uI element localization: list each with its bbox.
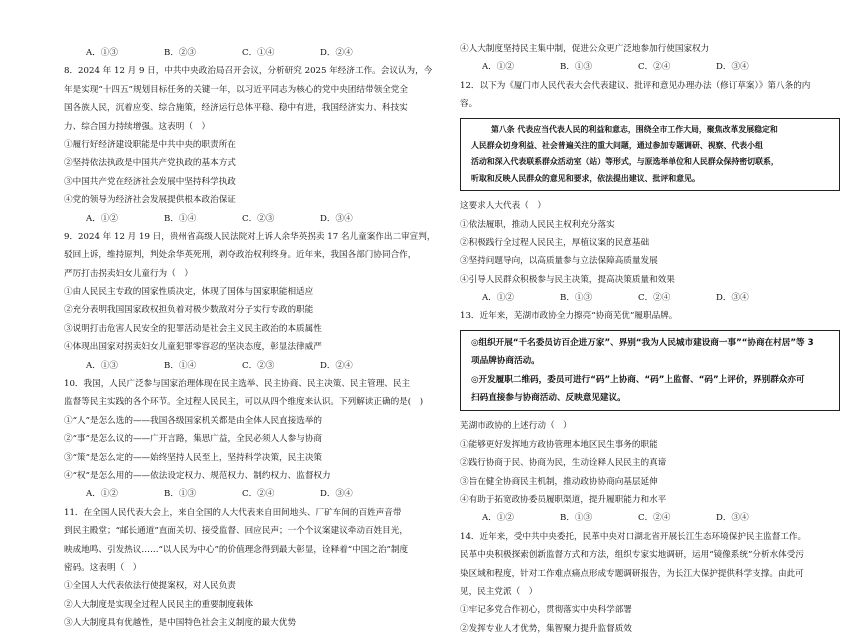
- question-text: 14．近年来，受中共中央委托，民革中央对口湖北省开展长江生态环境保护民主监督工作。: [460, 531, 807, 542]
- choice-item: ②践行协商于民、协商为民，生动诠释人民民主的真谛: [460, 458, 667, 469]
- answer-options: [460, 289, 840, 307]
- left-column: [64, 44, 444, 633]
- question-text: 容。: [460, 99, 478, 110]
- option-a: A．①②: [482, 513, 514, 524]
- choice-item: ③中国共产党在经济社会发展中坚持科学执政: [64, 176, 236, 187]
- option-d: D．②④: [320, 360, 353, 371]
- q7-options: [64, 44, 444, 62]
- material-box: [460, 330, 840, 412]
- question-text: 12．以下为《厦门市人民代表大会代表建议、批评和意见办理办法（修订草案）》第八条的内: [460, 80, 811, 91]
- choice-item: ②“事”是怎么议的——广开言路，集思广益，全民必须人人参与协商: [64, 434, 323, 445]
- option-c: C．②③: [242, 213, 275, 224]
- answer-options: [64, 210, 444, 228]
- material-text: 第八条 代表应当代表人民的利益和意志，围绕全市工作大局，聚焦改革发展稳定和: [491, 124, 778, 134]
- choice-item: ②积极践行全过程人民民主，厚植议案的民意基础: [460, 237, 650, 248]
- option-d: D．②④: [320, 48, 353, 58]
- choice-item: ④人大制度坚持民主集中制，促进公众更广泛地参加行使国家权力: [460, 44, 710, 54]
- option-d: D．③④: [716, 293, 749, 304]
- choice-item: ①牢记多党合作初心，贯彻落实中央科学部署: [460, 605, 632, 616]
- option-b: B．①④: [164, 360, 197, 371]
- option-a: A．①②: [482, 293, 514, 304]
- choice-item: ①履行好经济建设职能是中共中央的职责所在: [64, 139, 236, 150]
- question-12: [460, 77, 840, 308]
- choice-item: ②充分表明我国国家政权担负着对极少数敌对分子实行专政的职能: [64, 305, 314, 316]
- choice-item: ①能够更好发挥地方政协管理本地区民生事务的职能: [460, 439, 658, 450]
- question-text: 10．我国，人民广泛参与国家治理体现在民主选举、民主协商、民主决策、民主管理、民主: [64, 379, 411, 390]
- option-c: C．②④: [638, 513, 671, 524]
- material-text: 活动和深入代表联系群众活动室（站）等形式，与原选举单位和人民群众保持密切联系，: [471, 157, 779, 167]
- choice-item: ④“权”是怎么用的——依法设定权力、规范权力、制约权力、监督权力: [64, 470, 331, 481]
- choice-item: ④体现出国家对拐卖妇女儿童犯罪零容忍的坚决态度，彰显法律威严: [64, 342, 322, 353]
- choice-item: ②坚持依法执政是中国共产党执政的基本方式: [64, 158, 236, 169]
- option-a: A．①③: [86, 48, 118, 58]
- question-11: [64, 504, 444, 633]
- option-d: D．③④: [716, 513, 749, 524]
- question-text: 9．2024 年 12 月 19 日，贵州省高级人民法院对上诉人余华英拐卖 17 名儿童案作出二审宣判，: [64, 231, 436, 242]
- choice-item: ④有助于拓宽政协委员履职渠道，提升履职能力和水平: [460, 494, 667, 505]
- choice-item: ②发挥专业人才优势，集智聚力提升监督质效: [460, 623, 632, 634]
- option-c: C．②④: [638, 62, 671, 73]
- choice-item: ①“人”是怎么选的——我国各级国家机关都是由全体人民直接选举的: [64, 415, 323, 426]
- choice-item: ④党的领导为经济社会发展提供根本政治保证: [64, 195, 236, 206]
- question-text: 力、综合国力持续增强。这表明（ ）: [64, 121, 211, 132]
- option-c: C．②④: [242, 489, 275, 500]
- choice-item: ③旨在健全协商民主机制，推动政协协商向基层延伸: [460, 476, 658, 487]
- answer-options: [460, 509, 840, 527]
- option-c: C．①④: [242, 48, 275, 58]
- question-9: [64, 228, 444, 375]
- question-text: 13．近年来，芜湖市政协全力擦亮“协商芜优”履职品牌。: [460, 311, 678, 322]
- right-column: [460, 40, 840, 638]
- choice-item: ①由人民民主专政的国家性质决定，体现了国体与国家职能相适应: [64, 287, 314, 298]
- question-13: [460, 307, 840, 527]
- question-stem: 芜湖市政协的上述行动（ ）: [460, 421, 572, 432]
- question-text: 密码。这表明（ ）: [64, 562, 142, 573]
- option-a: A．①③: [86, 360, 118, 371]
- material-text: ◎开发履职二维码，委员可进行“码”上协商、“码”上监督、“码”上评价，界别群众亦可: [471, 374, 805, 385]
- choice-item: ①全国人大代表依法行使提案权，对人民负责: [64, 581, 236, 592]
- material-text: 听取和反映人民群众的意见和要求，依法提出建议、批评和意见。: [471, 173, 700, 183]
- question-text: 11．在全国人民代表大会上，来自全国的人大代表来自田间地头、厂矿车间的百姓声音带: [64, 507, 402, 518]
- question-text: 监督等民主实践的各个环节。全过程人民民主，可以从四个维度来认识。下列解读正确的是( ): [64, 397, 424, 408]
- choice-item: ③坚持问题导向，以高质量参与立法保障高质量发展: [460, 256, 658, 267]
- option-b: B．①④: [164, 213, 197, 224]
- question-text: 国各族人民，沉着应变、综合施策，经济运行总体平稳、稳中有进，我国经济实力、科技实: [64, 103, 408, 114]
- question-text: 8．2024 年 12 月 9 日，中共中央政治局召开会议，分析研究 2025 年经济工作。会议认为，今: [64, 66, 433, 77]
- question-stem: 这要求人大代表（ ）: [460, 201, 546, 212]
- choice-item: ④引导人民群众积极参与民主决策，提高决策质量和效果: [460, 274, 675, 285]
- material-box: [460, 118, 840, 192]
- answer-options: [64, 485, 444, 503]
- option-b: B．①③: [164, 489, 197, 500]
- material-text: 人民群众切身利益、社会普遍关注的重大问题，通过参加专题调研、视察、代表小组: [471, 140, 763, 150]
- option-b: B．①③: [560, 293, 593, 304]
- option-a: A．①②: [482, 62, 514, 73]
- option-d: D．③④: [320, 489, 353, 500]
- choice-item: ③说明打击危害人民安全的犯罪活动是社会主义民主政治的本质属性: [64, 323, 322, 334]
- question-text: 年是实现“十四五”规划目标任务的关键一年，以习近平同志为核心的党中央团结带领全党全: [64, 84, 408, 95]
- choice-item: ①依法履职，推动人民民主权利充分落实: [460, 219, 615, 230]
- choice-item: ②人大制度是实现全过程人民民主的重要制度载体: [64, 599, 254, 610]
- material-text: 扫码直接参与协商活动、反映意见建议。: [471, 393, 626, 404]
- material-text: 项品牌协商活动。: [471, 356, 540, 367]
- question-10: [64, 375, 444, 504]
- option-c: C．②③: [242, 360, 275, 371]
- question-14: [460, 528, 840, 638]
- option-b: B．①③: [560, 513, 593, 524]
- question-8: [64, 62, 444, 228]
- question-text: 民革中央积极探索创新监督方式和方法，组织专家实地调研，运用“镜像系统”分析水体受污: [460, 550, 804, 561]
- option-a: A．①②: [86, 489, 118, 500]
- option-d: D．③④: [320, 213, 353, 224]
- material-text: ◎组织开展“千名委员访百企进万家”、界别“我为人民城市建设商一事”“协商在村居”等 3: [471, 337, 814, 348]
- option-c: C．②④: [638, 293, 671, 304]
- answer-options: [460, 58, 840, 76]
- question-text: 驳回上诉，维持原判，判处余华英死刑，剥夺政治权利终身。近年来，我国各部门协同合作，: [64, 250, 417, 261]
- option-a: A．①②: [86, 213, 118, 224]
- choice-item: ③人大制度具有优越性，是中国特色社会主义制度的最大优势: [64, 618, 297, 629]
- question-text: 映成地鸣、引发热议……“以人民为中心”的价值理念得到最大彰显，诠释着“中国之治”制度: [64, 544, 409, 555]
- option-b: B．①③: [560, 62, 593, 73]
- question-text: 严厉打击拐卖妇女儿童行为（ ）: [64, 268, 193, 279]
- choice-item: ③“策”是怎么定的——始终坚持人民至上，坚持科学决策，民主决策: [64, 452, 323, 463]
- question-text: 见，民主党派（ ）: [460, 586, 538, 597]
- question-text: 到民主殿堂；“邮长通道”直面关切、接受监督、回应民声；一个个议案建议牵动百姓目光，: [64, 526, 408, 537]
- question-text: 染区域和程度，针对工作难点痛点形成专题调研报告，为长江大保护提供科学支撑。由此可: [460, 568, 804, 579]
- option-d: D．③④: [716, 62, 749, 73]
- answer-options: [64, 357, 444, 375]
- option-b: B．②③: [164, 48, 197, 58]
